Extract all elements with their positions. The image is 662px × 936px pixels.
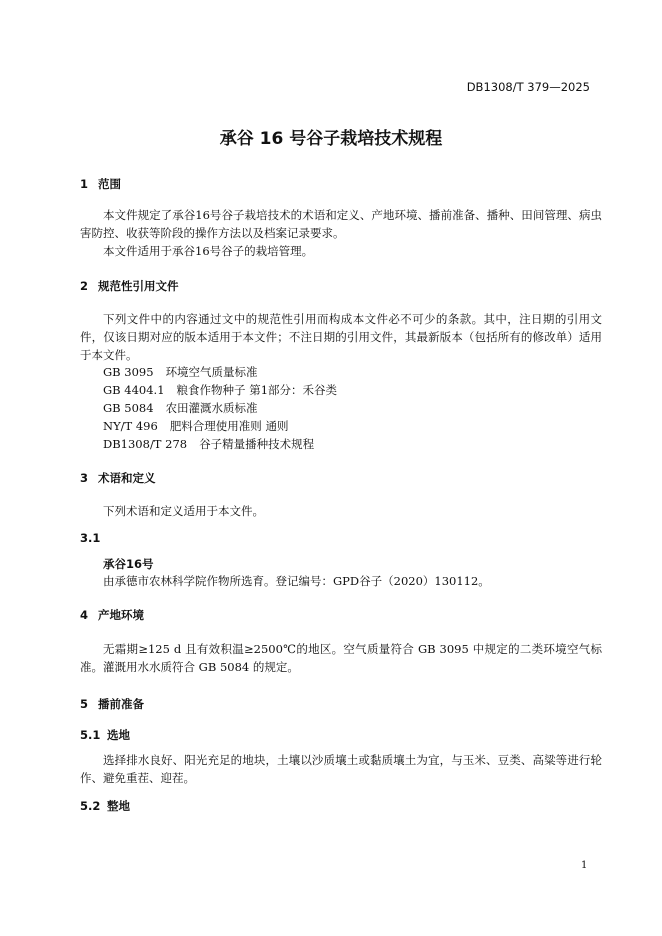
section-number: 5 — [80, 697, 89, 711]
subsection-number: 3.1 — [80, 531, 101, 545]
reference-item — [103, 418, 288, 434]
reference-code: GB 5084 — [103, 401, 154, 415]
subsection-number: 5.1 — [80, 728, 101, 742]
reference-title: 肥料合理使用准则 通则 — [169, 419, 289, 433]
section-heading-preparation — [80, 696, 144, 712]
reference-title: 谷子精量播种技术规程 — [199, 437, 315, 451]
section-heading-terms — [80, 470, 156, 486]
standard-number: DB1308/T 379—2025 — [466, 80, 590, 94]
section-title: 范围 — [98, 177, 121, 191]
paragraph: 选择排水良好、阳光充足的地块，土壤以沙质壤土或黏质壤土为宜，与玉米、豆类、高粱等进行轮作、避免重茬、迎茬。 — [80, 753, 602, 785]
section-title: 产地环境 — [98, 608, 144, 622]
reference-code: NY/T 496 — [103, 419, 158, 433]
reference-item — [103, 436, 314, 452]
paragraph: 本文件适用于承谷16号谷子的栽培管理。 — [103, 244, 314, 258]
section-title: 播前准备 — [98, 697, 144, 711]
section-heading-environment — [80, 607, 144, 623]
reference-title: 粮食作物种子 第1部分：禾谷类 — [176, 383, 338, 397]
paragraph: 无霜期≥125 d 且有效积温≥2500℃的地区。空气质量符合 GB 3095 中规定的二类环境空气标准。灌溉用水水质符合 GB 5084 的规定。 — [80, 642, 602, 674]
subsection-heading-land-preparation — [80, 798, 130, 814]
reference-item — [103, 382, 337, 398]
subsection-heading-site-selection — [80, 727, 130, 743]
section-number: 2 — [80, 279, 89, 293]
paragraph: 下列文件中的内容通过文中的规范性引用而构成本文件必不可少的条款。其中，注日期的引用文件，仅该日期对应的版本适用于本文件；不注日期的引用文件，其最新版本（包括所有的修改单）适用于本文件。 — [80, 312, 602, 362]
reference-item — [103, 364, 258, 380]
reference-item — [103, 400, 258, 416]
subsection-title: 选地 — [107, 728, 130, 742]
reference-code: DB1308/T 278 — [103, 437, 188, 451]
reference-code: GB 4404.1 — [103, 383, 165, 397]
section-heading-normative-references — [80, 278, 179, 294]
section-number: 4 — [80, 608, 89, 622]
paragraph: 本文件规定了承谷16号谷子栽培技术的术语和定义、产地环境、播前准备、播种、田间管理、病虫害防控、收获等阶段的操作方法以及档案记录要求。 — [80, 208, 602, 240]
section-title: 规范性引用文件 — [98, 279, 179, 293]
document-title: 承谷 16 号谷子栽培技术规程 — [219, 129, 443, 149]
section-number: 3 — [80, 471, 89, 485]
reference-title: 农田灌溉水质标准 — [165, 401, 258, 415]
section-title: 术语和定义 — [98, 471, 156, 485]
term-definition: 由承德市农林科学院作物所选育。登记编号：GPD谷子（2020）130112。 — [103, 574, 490, 588]
section-number: 1 — [80, 177, 89, 191]
section-heading-scope — [80, 176, 121, 192]
term-name: 承谷16号 — [103, 557, 154, 571]
subsection-number: 5.2 — [80, 799, 101, 813]
subsection-title: 整地 — [107, 799, 130, 813]
paragraph: 下列术语和定义适用于本文件。 — [103, 504, 264, 518]
page-number: 1 — [581, 860, 588, 871]
reference-title: 环境空气质量标准 — [165, 365, 258, 379]
reference-code: GB 3095 — [103, 365, 154, 379]
